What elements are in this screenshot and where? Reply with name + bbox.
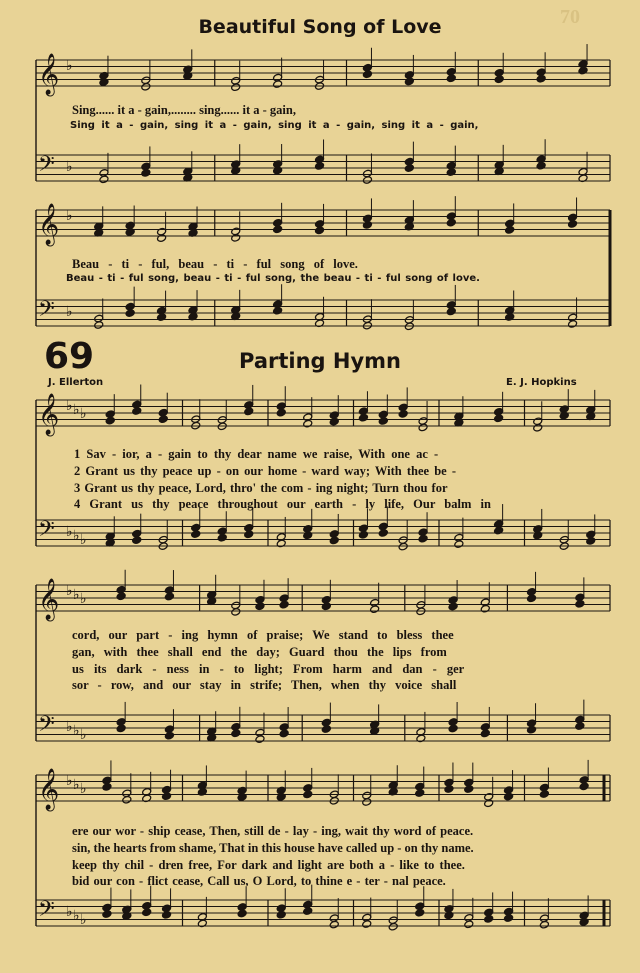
s1-sys1-bass-clef: 𝄢	[38, 152, 55, 182]
s2-sys2-bass-note	[575, 722, 585, 731]
s2-sys1-treble-note	[276, 408, 286, 417]
s1-sys1-treble-clef: 𝄞	[38, 54, 60, 95]
s2-sys1-flat-bass: ♭	[80, 532, 87, 548]
s2-sys2-treble-note	[321, 602, 331, 611]
song-title-parting-hymn: Parting Hymn	[239, 349, 401, 373]
s2-sys2-treble-note	[370, 605, 380, 614]
s1-sys2-bass-note	[94, 321, 104, 330]
s2-sys3-bass-note	[162, 911, 172, 920]
s2-sys2-flat-bass: ♭	[66, 719, 73, 735]
s1-sys1-treble-note	[404, 77, 414, 86]
s1-sys1-treble-note	[536, 74, 546, 83]
s1-sys1-bass-note	[404, 164, 414, 173]
s2-sys3-bass-note	[329, 920, 339, 929]
s2-sys1-treble-note	[158, 415, 168, 424]
s2-sys2-bass-note	[279, 729, 289, 738]
s2-sys3-bass-note	[484, 915, 494, 924]
s2-sys1-bass-note	[533, 531, 543, 540]
s2-sys1-bass-note	[586, 537, 596, 546]
s2-sys2-flat-treble: ♭	[73, 587, 80, 603]
s1-sys1-treble-note	[446, 74, 456, 83]
s1-sys2-treble-clef: 𝄞	[38, 204, 60, 245]
s2-sys3-treble-note	[484, 799, 494, 808]
s2-sys3-flat-bass: ♭	[80, 912, 87, 928]
hymn-number: 69	[44, 336, 95, 377]
song-title-beautiful-song-of-love: Beautiful Song of Love	[198, 16, 442, 38]
s2-sys3-treble-note	[276, 793, 286, 802]
s2-sys3-flat-bass: ♭	[73, 908, 80, 924]
s2-sys2-treble-note	[527, 594, 537, 603]
s1-sys1-bass-note	[536, 161, 546, 170]
s1-sys1-bass-note	[141, 169, 151, 178]
s2-sys1-treble-note	[105, 416, 115, 425]
s2-sys1-bass-clef: 𝄢	[38, 517, 55, 547]
s2-sys1-flat-bass: ♭	[66, 524, 73, 540]
hymn-sys2-verse2: gan, with thee shall end the day; Guard thou the lips from	[72, 645, 447, 659]
hymn-sys1-verse2: 2 Grant us thy peace up - on our home - ward way; With thee be -	[74, 464, 457, 478]
s2-sys2-treble-note	[480, 604, 490, 613]
s2-sys3-treble-note	[362, 798, 372, 807]
s1-sys2-bass-note	[273, 306, 283, 315]
s2-sys1-bass-note	[217, 533, 227, 542]
s1-sys1-bass-note	[99, 175, 109, 184]
s2-sys1-flat-treble: ♭	[80, 406, 87, 422]
s2-sys3-bass-note	[276, 910, 286, 919]
s2-sys3-treble-note	[162, 792, 172, 801]
s2-sys1-treble-note	[533, 424, 543, 433]
s1-sys1-treble-note	[273, 80, 283, 89]
s1-sys2-treble-note	[157, 234, 167, 243]
s1-sys2-bass-note	[446, 307, 456, 316]
s1-sys1-bass-note	[446, 168, 456, 177]
s1-sys2-bass-note	[157, 313, 167, 322]
s2-sys2-bass-note	[116, 724, 126, 733]
s2-sys1-bass-note	[454, 540, 464, 549]
s1-sys1-treble-note	[231, 83, 241, 92]
song1-system1-lyrics-top: Sing...... it a - gain,........ sing...... it a - gain,	[72, 103, 296, 117]
hymn-sys1-verse4: 4 Grant us thy peace throughout our earth - ly life, Our balm in	[74, 497, 491, 511]
s1-sys1-treble-note	[578, 66, 588, 75]
s2-sys3-treble-note	[303, 790, 313, 799]
s1-sys2-treble-note	[362, 221, 372, 230]
s2-sys1-treble-note	[329, 417, 339, 426]
hymn-sys3-verse1: ere our wor - ship cease, Then, still de - lay - ing, wait thy word of peace.	[72, 824, 474, 838]
s2-sys3-bass-note	[415, 908, 425, 917]
s1-sys1-flat-bass: ♭	[66, 159, 73, 175]
s1-sys2-flat-bass: ♭	[66, 304, 73, 320]
song1-system2-lyrics-bottom: Beau - ti - ful song, beau - ti - ful song, the beau - ti - ful song of love.	[66, 273, 480, 284]
s2-sys2-treble-note	[448, 602, 458, 611]
s2-sys2-bass-note	[255, 735, 265, 744]
hymn-sys2-verse3: us its dark - ness in - to light; From harm and dan - ger	[72, 662, 465, 676]
song1-system1-lyrics-bottom: Sing it a - gain, sing it a - gain, sing it a - gain, sing it a - gain,	[70, 120, 479, 131]
s2-sys2-treble-note	[255, 602, 265, 611]
hymn-sys3-verse3: keep thy chil - dren free, For dark and light are both a - like to thee.	[72, 858, 465, 872]
s2-sys3-treble-note	[539, 790, 549, 799]
s2-sys1-treble-note	[378, 417, 388, 426]
s2-sys3-treble-note	[444, 785, 454, 794]
s1-sys2-treble-note	[315, 226, 325, 235]
s2-sys3-flat-treble: ♭	[80, 781, 87, 797]
s1-sys2-bass-note	[568, 320, 578, 329]
s1-sys2-treble-note	[231, 234, 241, 243]
s2-sys3-bass-note	[102, 910, 112, 919]
s2-sys3-bass-note	[464, 920, 474, 929]
hymn-sys2-verse1: cord, our part - ing hymn of praise; We stand to bless thee	[72, 628, 454, 642]
s2-sys1-treble-note	[398, 410, 408, 419]
hymn-sys2-verse4: sor - row, and our stay in strife; Then, when thy voice shall	[72, 678, 457, 692]
s1-sys2-bass-clef: 𝄢	[38, 297, 55, 327]
s2-sys2-bass-note	[321, 725, 331, 734]
s2-sys3-treble-note	[464, 785, 474, 794]
s2-sys1-bass-note	[329, 536, 339, 545]
s2-sys2-bass-clef: 𝄢	[38, 712, 55, 742]
s2-sys1-flat-bass: ♭	[73, 528, 80, 544]
s2-sys1-bass-note	[303, 531, 313, 540]
s1-sys1-bass-note	[362, 176, 372, 185]
s2-sys2-flat-treble: ♭	[66, 583, 73, 599]
s1-sys2-treble-note	[505, 226, 515, 235]
s2-sys2-bass-note	[480, 729, 490, 738]
s2-sys2-flat-bass: ♭	[73, 723, 80, 739]
s2-sys1-bass-note	[244, 530, 254, 539]
s2-sys1-bass-note	[358, 531, 368, 540]
s1-sys2-bass-note	[125, 309, 135, 318]
s2-sys1-treble-note	[358, 413, 368, 422]
s2-sys3-flat-treble: ♭	[73, 777, 80, 793]
s1-sys1-treble-note	[494, 75, 504, 84]
s2-sys3-treble-note	[415, 789, 425, 798]
s2-sys2-flat-bass: ♭	[80, 727, 87, 743]
s1-sys1-treble-note	[141, 83, 151, 92]
s1-sys2-treble-note	[568, 220, 578, 229]
s1-sys2-treble-note	[446, 218, 456, 227]
s2-sys1-flat-treble: ♭	[66, 398, 73, 414]
s2-sys1-bass-note	[191, 530, 201, 539]
s2-sys2-treble-note	[231, 608, 241, 617]
s2-sys3-bass-note	[579, 918, 589, 927]
s2-sys3-treble-note	[122, 796, 132, 805]
s2-sys2-bass-note	[448, 724, 458, 733]
s2-sys3-bass-note	[388, 922, 398, 931]
s2-sys3-bass-clef: 𝄢	[38, 897, 55, 927]
s2-sys1-treble-clef: 𝄞	[38, 394, 60, 435]
s2-sys2-bass-note	[231, 729, 241, 738]
s2-sys3-bass-note	[504, 914, 514, 923]
s2-sys1-treble-note	[303, 419, 313, 428]
s2-sys2-treble-clef: 𝄞	[38, 579, 60, 620]
s2-sys3-bass-note	[237, 909, 247, 918]
s1-sys2-flat-treble: ♭	[66, 208, 73, 224]
words-credit: J. Ellerton	[48, 377, 104, 388]
s1-sys1-bass-note	[315, 162, 325, 171]
hymn-sys1-verse1: 1 Sav - ior, a - gain to thy dear name we raise, With one ac -	[74, 447, 439, 461]
s1-sys1-flat-treble: ♭	[66, 58, 73, 74]
s2-sys1-flat-treble: ♭	[73, 402, 80, 418]
s2-sys2-treble-note	[279, 600, 289, 609]
s2-sys3-bass-note	[444, 911, 454, 920]
s1-sys2-treble-note	[273, 225, 283, 234]
s2-sys3-bass-note	[303, 907, 313, 916]
s2-sys3-treble-note	[504, 792, 514, 801]
s2-sys1-bass-note	[494, 526, 504, 535]
hymn-sys3-verse2: sin, the hearts from shame, That in this house have called up - on thy name.	[72, 841, 474, 855]
hymn-sys3-verse4: bid our con - flict cease, Call us, O Lord, to thine e - ter - nal peace.	[72, 874, 446, 888]
s1-sys1-treble-note	[362, 70, 372, 79]
s2-sys3-bass-note	[142, 908, 152, 917]
s2-sys2-treble-note	[164, 592, 174, 601]
s2-sys2-bass-note	[164, 731, 174, 740]
s2-sys2-treble-note	[116, 592, 126, 601]
s2-sys3-bass-note	[362, 920, 372, 929]
page-number: 70	[560, 6, 580, 28]
s2-sys1-bass-note	[132, 536, 142, 545]
s2-sys3-flat-treble: ♭	[66, 773, 73, 789]
s2-sys3-treble-note	[579, 782, 589, 791]
s2-sys3-treble-note	[102, 783, 112, 792]
s2-sys1-bass-note	[398, 542, 408, 551]
hymn-sys1-verse3: 3 Grant us thy peace, Lord, thro' the com - ing night; Turn thou for	[74, 481, 448, 495]
music-credit: E. J. Hopkins	[506, 377, 577, 388]
s2-sys1-bass-note	[418, 534, 428, 543]
s2-sys1-treble-note	[244, 407, 254, 416]
s2-sys1-treble-note	[494, 414, 504, 423]
s2-sys1-bass-note	[378, 529, 388, 538]
s2-sys1-treble-note	[132, 407, 142, 416]
s2-sys3-bass-note	[539, 920, 549, 929]
s2-sys3-flat-bass: ♭	[66, 904, 73, 920]
song1-system2-lyrics-top: Beau - ti - ful, beau - ti - ful song of love.	[72, 257, 358, 271]
s2-sys3-treble-clef: 𝄞	[38, 769, 60, 810]
s2-sys1-treble-note	[418, 423, 428, 432]
s2-sys2-treble-note	[575, 600, 585, 609]
s2-sys2-bass-note	[527, 725, 537, 734]
s2-sys2-flat-treble: ♭	[80, 591, 87, 607]
